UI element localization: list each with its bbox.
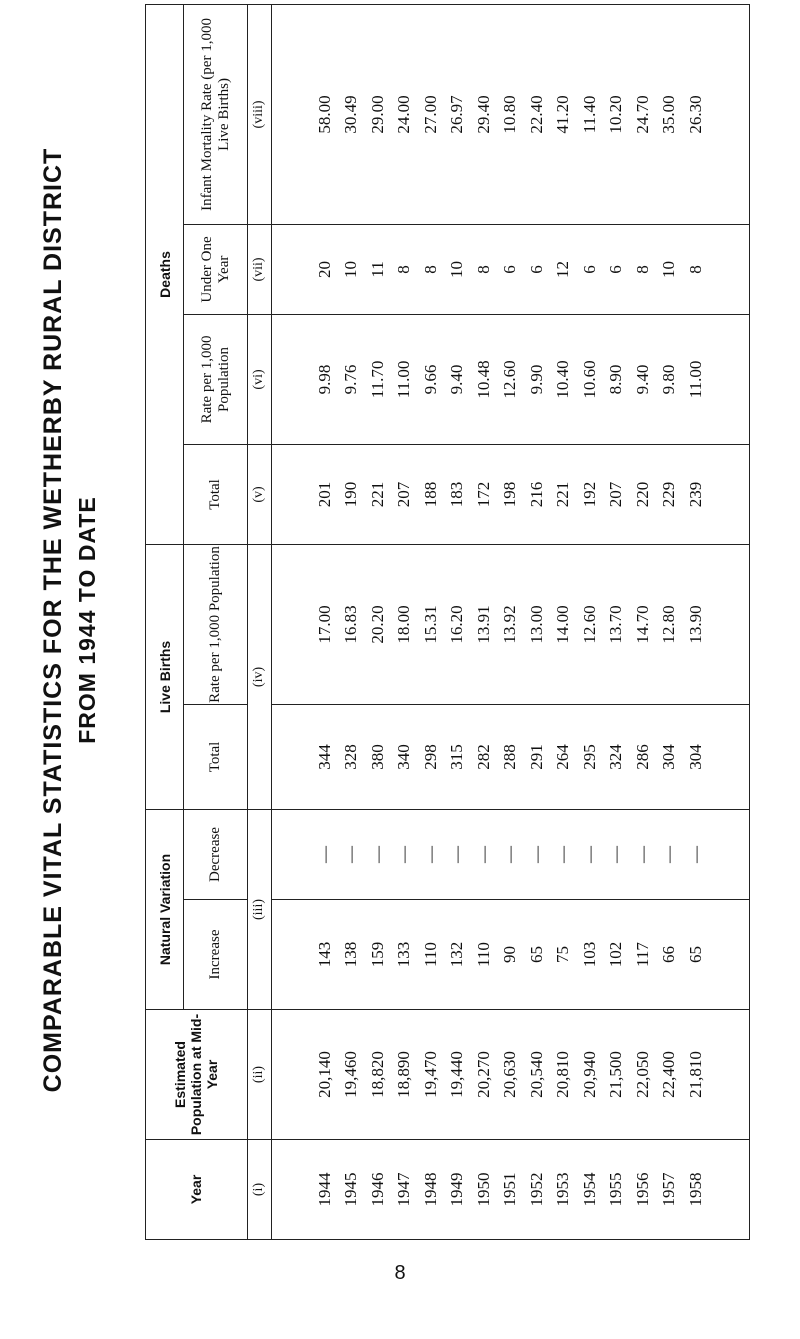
cell-decrease: — (685, 846, 705, 863)
cell-increase: 133 (394, 941, 414, 968)
cell-increase: 159 (367, 941, 387, 968)
cell-year: 1956 (632, 1172, 652, 1207)
cell-deaths-rate: 9.98 (314, 364, 334, 395)
cell-year: 1958 (685, 1172, 705, 1207)
cell-population: 21,810 (685, 1051, 705, 1098)
page-number: 8 (394, 1262, 406, 1284)
cell-infant-rate: 41.20 (553, 95, 573, 134)
cell-population: 20,270 (473, 1051, 493, 1098)
header-deaths: Deaths (146, 4, 184, 544)
cell-births-total: 380 (367, 744, 387, 770)
cell-increase: 138 (341, 941, 361, 968)
cell-infant-rate: 11.40 (579, 95, 599, 134)
header-natural-variation: Natural Variation (146, 809, 184, 1009)
cell-infant-rate: 58.00 (314, 95, 334, 134)
cell-population: 21,500 (606, 1051, 626, 1098)
cell-year: 1945 (341, 1172, 361, 1207)
cell-increase: 110 (420, 942, 440, 967)
column-population (271, 1010, 749, 1140)
cell-decrease: — (526, 846, 546, 863)
roman-vi: (vi) (247, 314, 271, 444)
cell-births-total: 264 (553, 744, 573, 770)
header-deaths-total: Total (184, 444, 247, 544)
cell-under-one: 8 (420, 265, 440, 274)
cell-births-rate: 13.70 (606, 605, 626, 644)
cell-deaths-total: 172 (473, 481, 493, 508)
cell-births-total: 298 (420, 744, 440, 770)
cell-decrease: — (447, 846, 467, 863)
roman-vii: (vii) (247, 224, 271, 314)
cell-deaths-rate: 8.90 (606, 364, 626, 395)
cell-deaths-rate: 10.40 (553, 360, 573, 399)
cell-births-total: 282 (473, 744, 493, 770)
cell-decrease: — (420, 846, 440, 863)
title-block (0, 0, 140, 1280)
cell-under-one: 10 (341, 260, 361, 278)
column-increase (271, 900, 749, 1010)
cell-deaths-total: 198 (500, 481, 520, 508)
cell-births-total: 304 (659, 744, 679, 770)
cell-decrease: — (632, 846, 652, 863)
title-line-1: COMPARABLE VITAL STATISTICS FOR THE WETHERBY RURAL DISTRICT (39, 147, 67, 1093)
cell-births-rate: 13.90 (685, 605, 705, 644)
cell-deaths-total: 190 (341, 481, 361, 508)
cell-births-rate: 14.00 (553, 605, 573, 644)
cell-infant-rate: 24.00 (394, 95, 414, 134)
vital-statistics-table (145, 4, 750, 1240)
roman-v: (v) (247, 444, 271, 544)
cell-births-total: 286 (632, 744, 652, 770)
cell-infant-rate: 26.30 (685, 95, 705, 134)
cell-deaths-total: 221 (553, 481, 573, 508)
cell-births-rate: 14.70 (632, 605, 652, 644)
cell-decrease: — (367, 846, 387, 863)
cell-increase: 75 (553, 946, 573, 963)
roman-viii: (viii) (247, 4, 271, 224)
cell-deaths-total: 207 (606, 481, 626, 508)
cell-deaths-rate: 12.60 (500, 360, 520, 399)
cell-decrease: — (394, 846, 414, 863)
cell-deaths-rate: 9.76 (341, 364, 361, 395)
cell-deaths-rate: 11.70 (367, 360, 387, 399)
cell-births-total: 344 (314, 744, 334, 770)
cell-under-one: 6 (579, 265, 599, 274)
title-line-2: FROM 1944 TO DATE (74, 496, 100, 744)
cell-infant-rate: 22.40 (526, 95, 546, 134)
cell-births-rate: 18.00 (394, 605, 414, 644)
cell-deaths-rate: 11.00 (394, 360, 414, 399)
cell-year: 1954 (579, 1172, 599, 1207)
column-births-total (271, 704, 749, 809)
cell-population: 22,400 (659, 1051, 679, 1098)
cell-infant-rate: 10.20 (606, 95, 626, 134)
cell-under-one: 10 (659, 260, 679, 278)
cell-births-rate: 15.31 (420, 605, 440, 644)
cell-year: 1947 (394, 1172, 414, 1207)
cell-deaths-rate: 10.60 (579, 360, 599, 399)
cell-births-rate: 13.92 (500, 605, 520, 644)
header-live-births: Live Births (146, 544, 184, 809)
cell-deaths-rate: 10.48 (473, 360, 493, 399)
cell-deaths-rate: 11.00 (685, 360, 705, 399)
cell-under-one: 12 (553, 260, 573, 278)
cell-increase: 65 (526, 946, 546, 963)
cell-births-total: 315 (447, 744, 467, 770)
cell-decrease: — (473, 846, 493, 863)
cell-population: 20,630 (500, 1051, 520, 1098)
cell-births-total: 291 (526, 744, 546, 770)
cell-population: 18,820 (367, 1051, 387, 1098)
cell-births-total: 304 (685, 744, 705, 770)
cell-deaths-rate: 9.66 (420, 364, 440, 395)
header-births-total: Total (184, 704, 247, 809)
header-decrease: Decrease (184, 809, 247, 899)
cell-births-rate: 13.00 (526, 605, 546, 644)
cell-births-rate: 16.83 (341, 605, 361, 644)
header-under-one: Under One Year (184, 224, 247, 314)
cell-deaths-total: 220 (632, 481, 652, 508)
cell-infant-rate: 29.40 (473, 95, 493, 134)
column-deaths-rate (271, 314, 749, 444)
header-population: Estimated Population at Mid-Year (146, 1010, 248, 1140)
cell-year: 1953 (553, 1172, 573, 1207)
cell-year: 1952 (526, 1172, 546, 1207)
roman-iii: (iii) (247, 809, 271, 1009)
cell-births-rate: 20.20 (367, 605, 387, 644)
cell-births-rate: 17.00 (314, 605, 334, 644)
cell-increase: 103 (579, 941, 599, 968)
cell-births-total: 340 (394, 744, 414, 770)
cell-deaths-total: 229 (659, 481, 679, 508)
header-increase: Increase (184, 900, 247, 1010)
cell-births-rate: 13.91 (473, 605, 493, 644)
header-births-rate: Rate per 1,000 Population (184, 544, 247, 704)
cell-deaths-total: 192 (579, 481, 599, 508)
cell-decrease: — (553, 846, 573, 863)
cell-births-total: 324 (606, 744, 626, 770)
cell-deaths-rate: 9.40 (447, 364, 467, 395)
cell-population: 20,140 (314, 1051, 334, 1098)
cell-population: 20,940 (579, 1051, 599, 1098)
cell-under-one: 6 (500, 265, 520, 274)
cell-decrease: — (606, 846, 626, 863)
cell-population: 20,810 (553, 1051, 573, 1098)
cell-population: 19,440 (447, 1051, 467, 1098)
cell-infant-rate: 24.70 (632, 95, 652, 134)
cell-population: 20,540 (526, 1051, 546, 1098)
column-deaths-total (271, 444, 749, 544)
cell-infant-rate: 26.97 (447, 95, 467, 134)
cell-increase: 110 (473, 942, 493, 967)
cell-under-one: 6 (526, 265, 546, 274)
cell-births-rate: 12.80 (659, 605, 679, 644)
cell-under-one: 6 (606, 265, 626, 274)
cell-births-total: 288 (500, 744, 520, 770)
cell-year: 1951 (500, 1172, 520, 1207)
cell-population: 19,470 (420, 1051, 440, 1098)
cell-year: 1944 (314, 1172, 334, 1207)
cell-increase: 143 (314, 941, 334, 968)
cell-decrease: — (314, 846, 334, 863)
cell-births-rate: 12.60 (579, 605, 599, 644)
cell-infant-rate: 10.80 (500, 95, 520, 134)
cell-increase: 90 (500, 946, 520, 963)
roman-i: (i) (247, 1140, 271, 1240)
cell-population: 22,050 (632, 1051, 652, 1098)
cell-population: 18,890 (394, 1051, 414, 1098)
cell-births-total: 295 (579, 744, 599, 770)
cell-increase: 117 (632, 942, 652, 967)
cell-under-one: 8 (473, 265, 493, 274)
column-decrease (271, 809, 749, 899)
header-infant-mortality: Infant Mortality Rate (per 1,000 Live Births) (184, 4, 247, 224)
column-births-rate (271, 544, 749, 704)
cell-under-one: 8 (394, 265, 414, 274)
cell-increase: 66 (659, 946, 679, 963)
cell-deaths-rate: 9.90 (526, 364, 546, 395)
cell-year: 1946 (367, 1172, 387, 1207)
cell-infant-rate: 35.00 (659, 95, 679, 134)
cell-under-one: 20 (314, 260, 334, 278)
cell-under-one: 10 (447, 260, 467, 278)
cell-deaths-total: 221 (367, 481, 387, 508)
column-year (271, 1140, 749, 1240)
cell-deaths-total: 216 (526, 481, 546, 508)
header-year: Year (146, 1140, 248, 1240)
cell-increase: 132 (447, 941, 467, 968)
cell-increase: 102 (606, 941, 626, 968)
cell-under-one: 11 (367, 261, 387, 278)
cell-under-one: 8 (632, 265, 652, 274)
cell-year: 1950 (473, 1172, 493, 1207)
cell-deaths-total: 239 (685, 481, 705, 508)
cell-under-one: 8 (685, 265, 705, 274)
roman-iv: (iv) (247, 544, 271, 809)
cell-deaths-rate: 9.80 (659, 364, 679, 395)
cell-year: 1955 (606, 1172, 626, 1207)
cell-deaths-total: 188 (420, 481, 440, 508)
cell-year: 1949 (447, 1172, 467, 1207)
cell-infant-rate: 30.49 (341, 95, 361, 134)
cell-population: 19,460 (341, 1051, 361, 1098)
cell-deaths-rate: 9.40 (632, 364, 652, 395)
cell-increase: 65 (685, 946, 705, 963)
cell-year: 1948 (420, 1172, 440, 1207)
cell-deaths-total: 183 (447, 481, 467, 508)
column-under-one (271, 224, 749, 314)
cell-infant-rate: 27.00 (420, 95, 440, 134)
cell-decrease: — (659, 846, 679, 863)
cell-births-rate: 16.20 (447, 605, 467, 644)
cell-births-total: 328 (341, 744, 361, 770)
cell-decrease: — (500, 846, 520, 863)
cell-deaths-total: 207 (394, 481, 414, 508)
column-infant-mortality (271, 4, 749, 224)
page-title (39, 0, 101, 1240)
cell-deaths-total: 201 (314, 481, 334, 508)
cell-infant-rate: 29.00 (367, 95, 387, 134)
cell-decrease: — (341, 846, 361, 863)
roman-ii: (ii) (247, 1010, 271, 1140)
cell-year: 1957 (659, 1172, 679, 1207)
statistics-table-frame (145, 5, 750, 1240)
cell-decrease: — (579, 846, 599, 863)
header-deaths-rate: Rate per 1,000 Population (184, 314, 247, 444)
